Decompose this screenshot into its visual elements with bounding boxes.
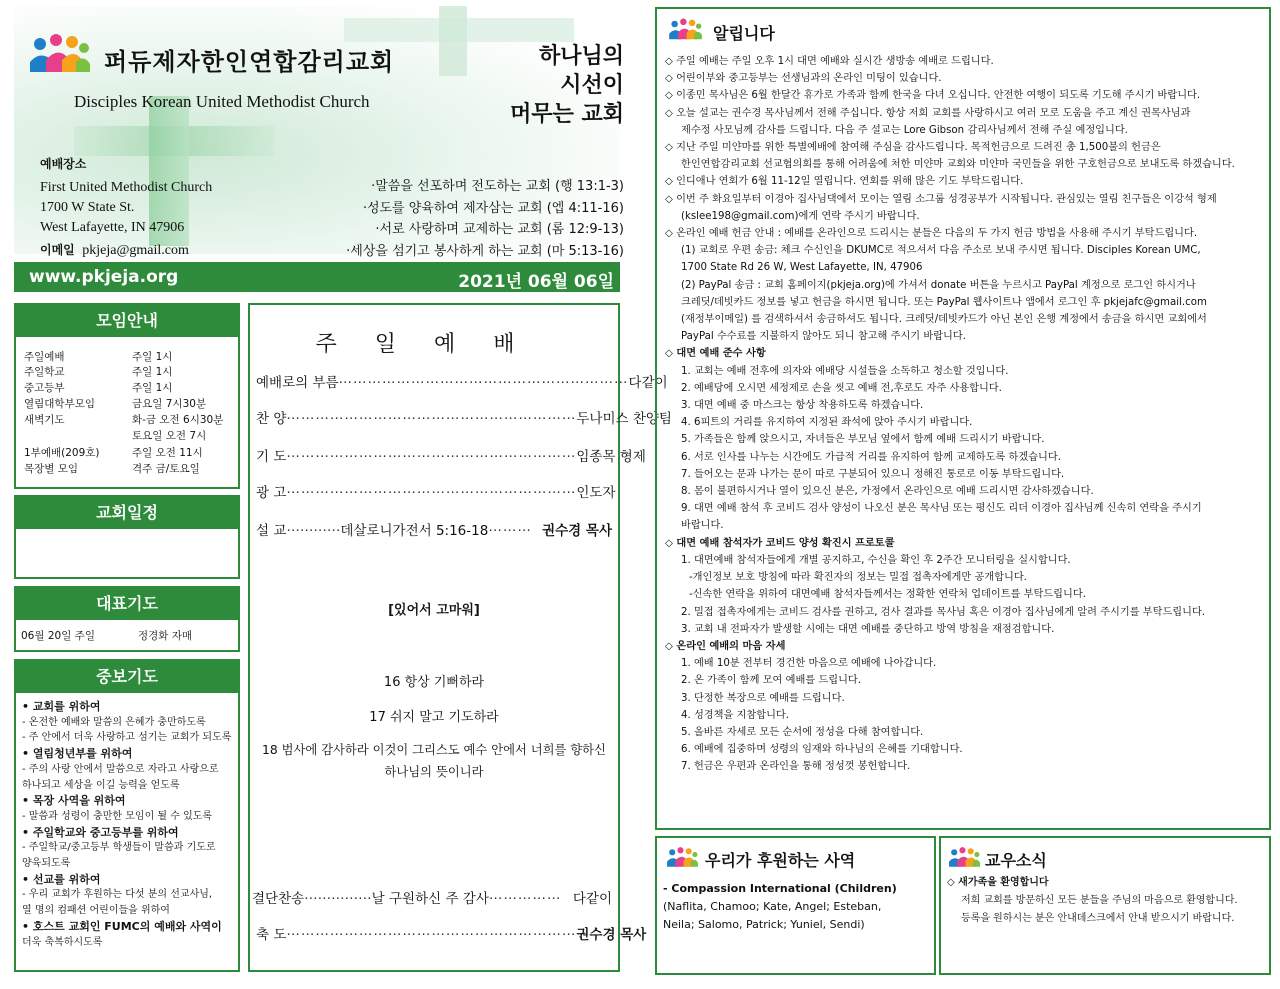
mission-support-title: 우리가 후원하는 사역 xyxy=(705,851,856,870)
announcement-line: -개인정보 보호 방침에 따라 확진자의 정보는 밀접 접촉자에게만 공개합니다. xyxy=(689,572,1027,584)
mission-line: ·세상을 섬기고 봉사하게 하는 교회 (마 5:13-16) xyxy=(346,243,624,259)
announcement-line: 한인연합감리교회 선교협의회를 통해 어려움에 처한 미얀마 교회와 미얀마 국민들을 위한 구호헌금으로 보내도록 하겠습니다. xyxy=(681,159,1235,171)
announcement-line: ◇ 이종민 목사님은 6월 한달간 휴가로 가족과 함께 한국을 다녀 오십니다. 안전한 여행이 되도록 기도해 주시기 바랍니다. xyxy=(665,90,1201,102)
bible-verse: 16 항상 기뻐하라 xyxy=(383,675,485,690)
announcement-line: ◇ 인디애나 연회가 6월 11-12일 열립니다. 연회를 위해 많은 기도 부탁드립니다. xyxy=(665,176,1024,188)
church-news-line: 등록을 원하시는 분은 안내데스크에서 안내 받으시기 바랍니다. xyxy=(961,913,1235,924)
intercession-list xyxy=(16,693,238,950)
announcements-box xyxy=(655,7,1271,830)
mission-line: ·말씀을 선포하며 전도하는 교회 (행 13:1-3) xyxy=(371,179,624,194)
church-logo-icon xyxy=(26,32,92,82)
announcement-line: 제수정 사모님께 감사를 드립니다. 다음 주 설교는 Lore Gibson 감리사님께서 전해 주실 예정입니다. xyxy=(681,124,1128,136)
announcement-line: 2. 온 가족이 함께 모여 예배를 드립니다. xyxy=(681,675,862,687)
announcement-line: 6. 예배에 집중하며 성령의 임재와 하나님의 은혜를 기대합니다. xyxy=(681,744,963,756)
church-name-korean: 퍼듀제자한인연합감리교회 xyxy=(104,47,395,76)
slogan-line: 머무는 교회 xyxy=(510,102,624,127)
mission-support-box xyxy=(655,836,936,975)
worship-item-benediction: 축 도 …………………………………………………… 권수경 목사 xyxy=(256,923,647,943)
mission-support-heading: - Compassion International (Children) xyxy=(663,882,897,895)
worship-item: 예배로의 부름 …………………………………………………… 다같이 xyxy=(256,371,668,391)
email-row xyxy=(40,240,212,261)
worship-item: 광 고 …………………………………………………… 인도자 xyxy=(256,481,616,501)
announcement-line: (kslee198@gmail.com)에게 연락 주시기 바랍니다. xyxy=(681,210,920,222)
announcement-line: 바랍니다. xyxy=(681,520,724,532)
address-block xyxy=(40,154,212,261)
prayer-heading: • 주일학교와 중고등부를 위하여 xyxy=(22,825,179,839)
announcement-line: 7. 헌금은 우편과 온라인을 통해 정성껏 봉헌합니다. xyxy=(681,761,911,773)
announcement-line: ◇ 대면 예배 참석자가 코비드 양성 확진시 프로토콜 xyxy=(665,537,895,549)
announcement-line: (재정부이메일) 를 검색하셔서 송금하셔도 됩니다. 크레딧/데빗카드가 아닌 본인 은행 계정에서 송금을 하시면 교회에서 xyxy=(681,314,1207,326)
meetings-title: 모임안내 xyxy=(16,305,238,337)
announcement-line: ◇ 대면 예배 준수 사항 xyxy=(665,348,766,360)
bible-verse: 17 쉬지 말고 기도하라 xyxy=(369,710,499,725)
prayer-heading: • 교회를 위하여 xyxy=(22,700,101,713)
announcement-line: 8. 몸이 불편하시거나 열이 있으신 분은, 가정에서 온라인으로 예배 드리시면 감사하겠습니다. xyxy=(681,486,1094,498)
address-line: West Lafayette, IN 47906 xyxy=(40,220,185,235)
announcement-line: 2. 예배당에 오시면 세정제로 손을 씻고 예배 전,후로도 자주 사용합니다. xyxy=(681,382,1002,394)
announcement-line: ◇ 이번 주 화요일부터 이경아 집사님댁에서 모이는 열림 소그룹 성경공부가 시작됩니다. 관심있는 열림 친구들은 이강석 형제 xyxy=(665,193,1217,205)
announcement-line: 3. 단정한 복장으로 예배를 드립니다. xyxy=(681,692,845,704)
church-news-box xyxy=(939,836,1271,975)
mission-line: ·서로 사랑하며 교제하는 교회 (롬 12:9-13) xyxy=(375,222,624,237)
church-logo-icon xyxy=(947,846,981,874)
church-news-content xyxy=(947,874,1238,928)
sermon-title: [있어서 고마워] xyxy=(388,603,480,618)
prayer-line: - 주의 사랑 안에서 말씀으로 자라고 사랑으로 xyxy=(22,763,219,775)
rep-prayer-row xyxy=(16,620,238,646)
worship-item-closing-hymn: 결단찬송 …………… 날 구원하신 주 감사 …………… 다같이 xyxy=(252,887,612,907)
announcements-list xyxy=(665,53,1277,776)
announcement-line: (1) 교회로 우편 송금: 체크 수신인을 DKUMC로 적으셔서 다음 주소로 보내 주시면 됩니다. Disciples Korean UMC, xyxy=(681,245,1201,257)
prayer-line: 양육되도록 xyxy=(22,858,71,870)
rep-prayer-box xyxy=(14,586,240,652)
announcement-line: 4. 성경책을 지참합니다. xyxy=(681,709,790,721)
prayer-heading: • 목장 사역을 위하여 xyxy=(22,794,126,808)
calendar-title: 교회일정 xyxy=(16,497,238,529)
cross-decoration xyxy=(439,6,467,76)
prayer-heading: • 열림청년부를 위하여 xyxy=(22,747,133,761)
location-label: 예배장소 xyxy=(40,157,87,171)
prayer-line: - 주 안에서 더욱 사랑하고 섬기는 교회가 되도록 xyxy=(22,732,232,744)
website-date-bar xyxy=(14,262,620,292)
announcement-line: ◇ 주일 예배는 주일 오후 1시 대면 예배와 실시간 생방송 예배로 드립니다. xyxy=(665,56,994,67)
prayer-line: - 말씀과 성령이 충만한 모임이 될 수 있도록 xyxy=(22,810,213,822)
header-banner xyxy=(14,6,624,259)
mission-statements xyxy=(314,176,624,262)
email-label: 이메일 xyxy=(40,243,75,257)
announcement-line: ◇ 온라인 예배 헌금 안내 : 예배를 온라인으로 드리시는 분들은 다음의 두 가지 헌금 방법을 사용해 주시기 부탁드립니다. xyxy=(665,228,1198,240)
slogan-line: 시선이 xyxy=(560,73,624,98)
announcements-title: 알립니다 xyxy=(713,24,775,43)
worship-title: 주일예배 xyxy=(315,332,553,357)
announcement-line: 3. 대면 예배 중 마스크는 항상 착용하도록 하겠습니다. xyxy=(681,400,924,412)
mission-support-line: Neila; Salomo, Patrick; Yuniel, Sendi) xyxy=(663,918,865,931)
bible-verse: 18 범사에 감사하라 이것이 그리스도 예수 안에서 너희를 향하신 xyxy=(262,743,606,757)
announcement-line: ◇ 온라인 예배의 마음 자세 xyxy=(665,640,786,652)
announcement-line: ◇ 지난 주일 미얀마를 위한 특별예배에 참여해 주심을 감사드립니다. 목적헌금으로 드려진 총 1,500불의 헌금은 xyxy=(665,142,1161,154)
announcement-line: 5. 올바른 자세로 모든 순서에 정성을 다해 참여합니다. xyxy=(681,726,924,738)
church-logo-icon xyxy=(665,846,699,874)
rep-prayer-date: 06월 20일 주일 xyxy=(21,630,95,642)
mission-support-content xyxy=(663,880,897,934)
announcement-line: 9. 대면 예배 참석 후 코비드 검사 양성이 나오신 분은 목사님 또는 평신도 리더 이경아 집사님께 신속히 연락을 주시기 xyxy=(681,503,1202,515)
announcement-line: 3. 교회 내 전파자가 발생할 시에는 대면 예배를 중단하고 방역 방침을 재점검합니다. xyxy=(681,623,1055,635)
bulletin-date: 2021년 06월 06일 xyxy=(458,272,614,292)
email-value[interactable]: pkjeja@gmail.com xyxy=(82,243,189,258)
announcement-line: PayPal 수수료를 지불하지 않아도 되니 참고해 주시기 바랍니다. xyxy=(681,331,966,343)
worship-item-sermon: 설 교 ………… 데살로니가전서 5:16-18 ……… 권수경 목사 xyxy=(256,519,612,539)
prayer-line: 열 명의 컴패션 어린이들을 위하여 xyxy=(22,905,170,917)
announcement-line: 4. 6피트의 거리를 유지하여 지정된 좌석에 앉아 주시기 바랍니다. xyxy=(681,417,973,429)
announcement-line: 1. 대면예배 참석자들에게 개별 공지하고, 수신을 확인 후 2주간 모니터링을 실시합니다. xyxy=(681,554,1071,566)
mission-line: ·성도를 양육하여 제자삼는 교회 (엡 4:11-16) xyxy=(362,200,624,216)
intercession-box xyxy=(14,659,240,972)
prayer-line: 더욱 축복하시도록 xyxy=(22,936,103,948)
prayer-line: - 온전한 예배와 말씀의 은혜가 충만하도록 xyxy=(22,716,206,728)
announcement-line: ◇ 어린이부와 중고등부는 선생님과의 온라인 미팅이 있습니다. xyxy=(665,73,942,85)
worship-item: 기 도 …………………………………………………… 임종목 형제 xyxy=(256,445,646,465)
rep-prayer-title: 대표기도 xyxy=(16,588,238,620)
worship-order-box xyxy=(248,303,672,972)
intercession-title: 중보기도 xyxy=(16,661,238,693)
church-news-heading: ◇ 새가족을 환영합니다 xyxy=(947,877,1049,888)
announcement-line: 크레딧/데빗카드 정보를 넣고 헌금을 하시면 됩니다. 또는 PayPal 웹사이트나 앱에서 로그인 후 pkjejafc@gmail.com xyxy=(681,296,1207,308)
announcement-line: 1. 예배 10분 전부터 경건한 마음으로 예배에 나아갑니다. xyxy=(681,658,937,670)
announcement-line: 5. 가족들은 함께 앉으시고, 자녀들은 부모님 옆에서 함께 예배 드리시기 바랍니다. xyxy=(681,434,1045,446)
worship-item: 찬 양 …………………………………………………… 두나미스 찬양팀 xyxy=(256,407,672,427)
mission-support-line: (Naflita, Chamoo; Kate, Angel; Esteban, xyxy=(663,900,882,913)
meetings-list: 주일예배 주일 1시 주일학교 주일 1시 중고등부 주일 1시 열림대학부모임 금요일 7시30분 새벽기도 화-금 오전 6시30분 토요일 오전 7시 1부예배(209호) 주일 오전 11시 목장별 모임 격주 금/토요일 xyxy=(24,351,224,475)
calendar-box xyxy=(14,495,240,579)
meetings-box xyxy=(14,303,240,489)
church-logo-icon xyxy=(667,17,703,47)
website-link[interactable]: www.pkjeja.org xyxy=(29,267,179,287)
announcement-line: (2) PayPal 송금 : 교회 홈페이지(pkjeja.org)에 가셔서 donate 버튼을 누르시고 PayPal 계정으로 로그인 하시거나 xyxy=(681,279,1196,291)
slogan-line: 하나님의 xyxy=(538,44,624,69)
announcement-line: 6. 서로 인사를 나누는 시간에도 가급적 거리를 유지하여 함께 교제하도록 하겠습니다. xyxy=(681,451,1061,463)
prayer-heading: • 선교를 위하여 xyxy=(22,872,101,886)
prayer-heading: • 호스트 교회인 FUMC의 예배와 사역이 xyxy=(22,919,222,933)
announcement-line: 7. 들어오는 문과 나가는 문이 따로 구분되어 있으니 정해진 통로로 이동 부탁드립니다. xyxy=(681,468,1065,480)
address-line: First United Methodist Church xyxy=(40,180,213,195)
bible-verse: 하나님의 뜻이니라 xyxy=(384,765,484,779)
church-news-title: 교우소식 xyxy=(985,851,1047,870)
address-line: 1700 W State St. xyxy=(40,200,135,215)
announcement-line: -신속한 연락을 위하여 대면예배 참석자들께서는 정확한 연락처 업데이트를 부탁드립니다. xyxy=(689,589,1086,601)
rep-prayer-name: 정경화 자매 xyxy=(138,630,193,642)
prayer-line: - 우리 교회가 후원하는 다섯 분의 선교사님, xyxy=(22,889,213,901)
announcement-line: 1700 State Rd 26 W, West Lafayette, IN, 47906 xyxy=(681,262,923,274)
prayer-line: 하나되고 세상을 이길 능력을 얻도록 xyxy=(22,779,180,791)
slogan xyxy=(484,42,624,129)
announcement-line: 2. 밀접 접촉자에게는 코비드 검사를 권하고, 검사 결과를 목사님 혹은 이경아 집사님에게 알려 주시기를 부탁드립니다. xyxy=(681,606,1206,618)
church-name-english: Disciples Korean United Methodist Church xyxy=(74,92,370,111)
announcement-line: 1. 교회는 예배 전후에 의자와 예배당 시설들을 소독하고 청소할 것입니다. xyxy=(681,365,1009,377)
announcement-line: ◇ 오늘 설교는 권수경 목사님께서 전해 주십니다. 항상 저희 교회를 사랑하시고 여러 모로 도움을 주고 계신 권목사님과 xyxy=(665,107,1191,119)
church-news-line: 저희 교회를 방문하신 모든 분들을 주님의 마음으로 환영합니다. xyxy=(961,895,1238,906)
prayer-line: - 주일학교/중고등부 학생들이 말씀과 기도로 xyxy=(22,842,216,854)
